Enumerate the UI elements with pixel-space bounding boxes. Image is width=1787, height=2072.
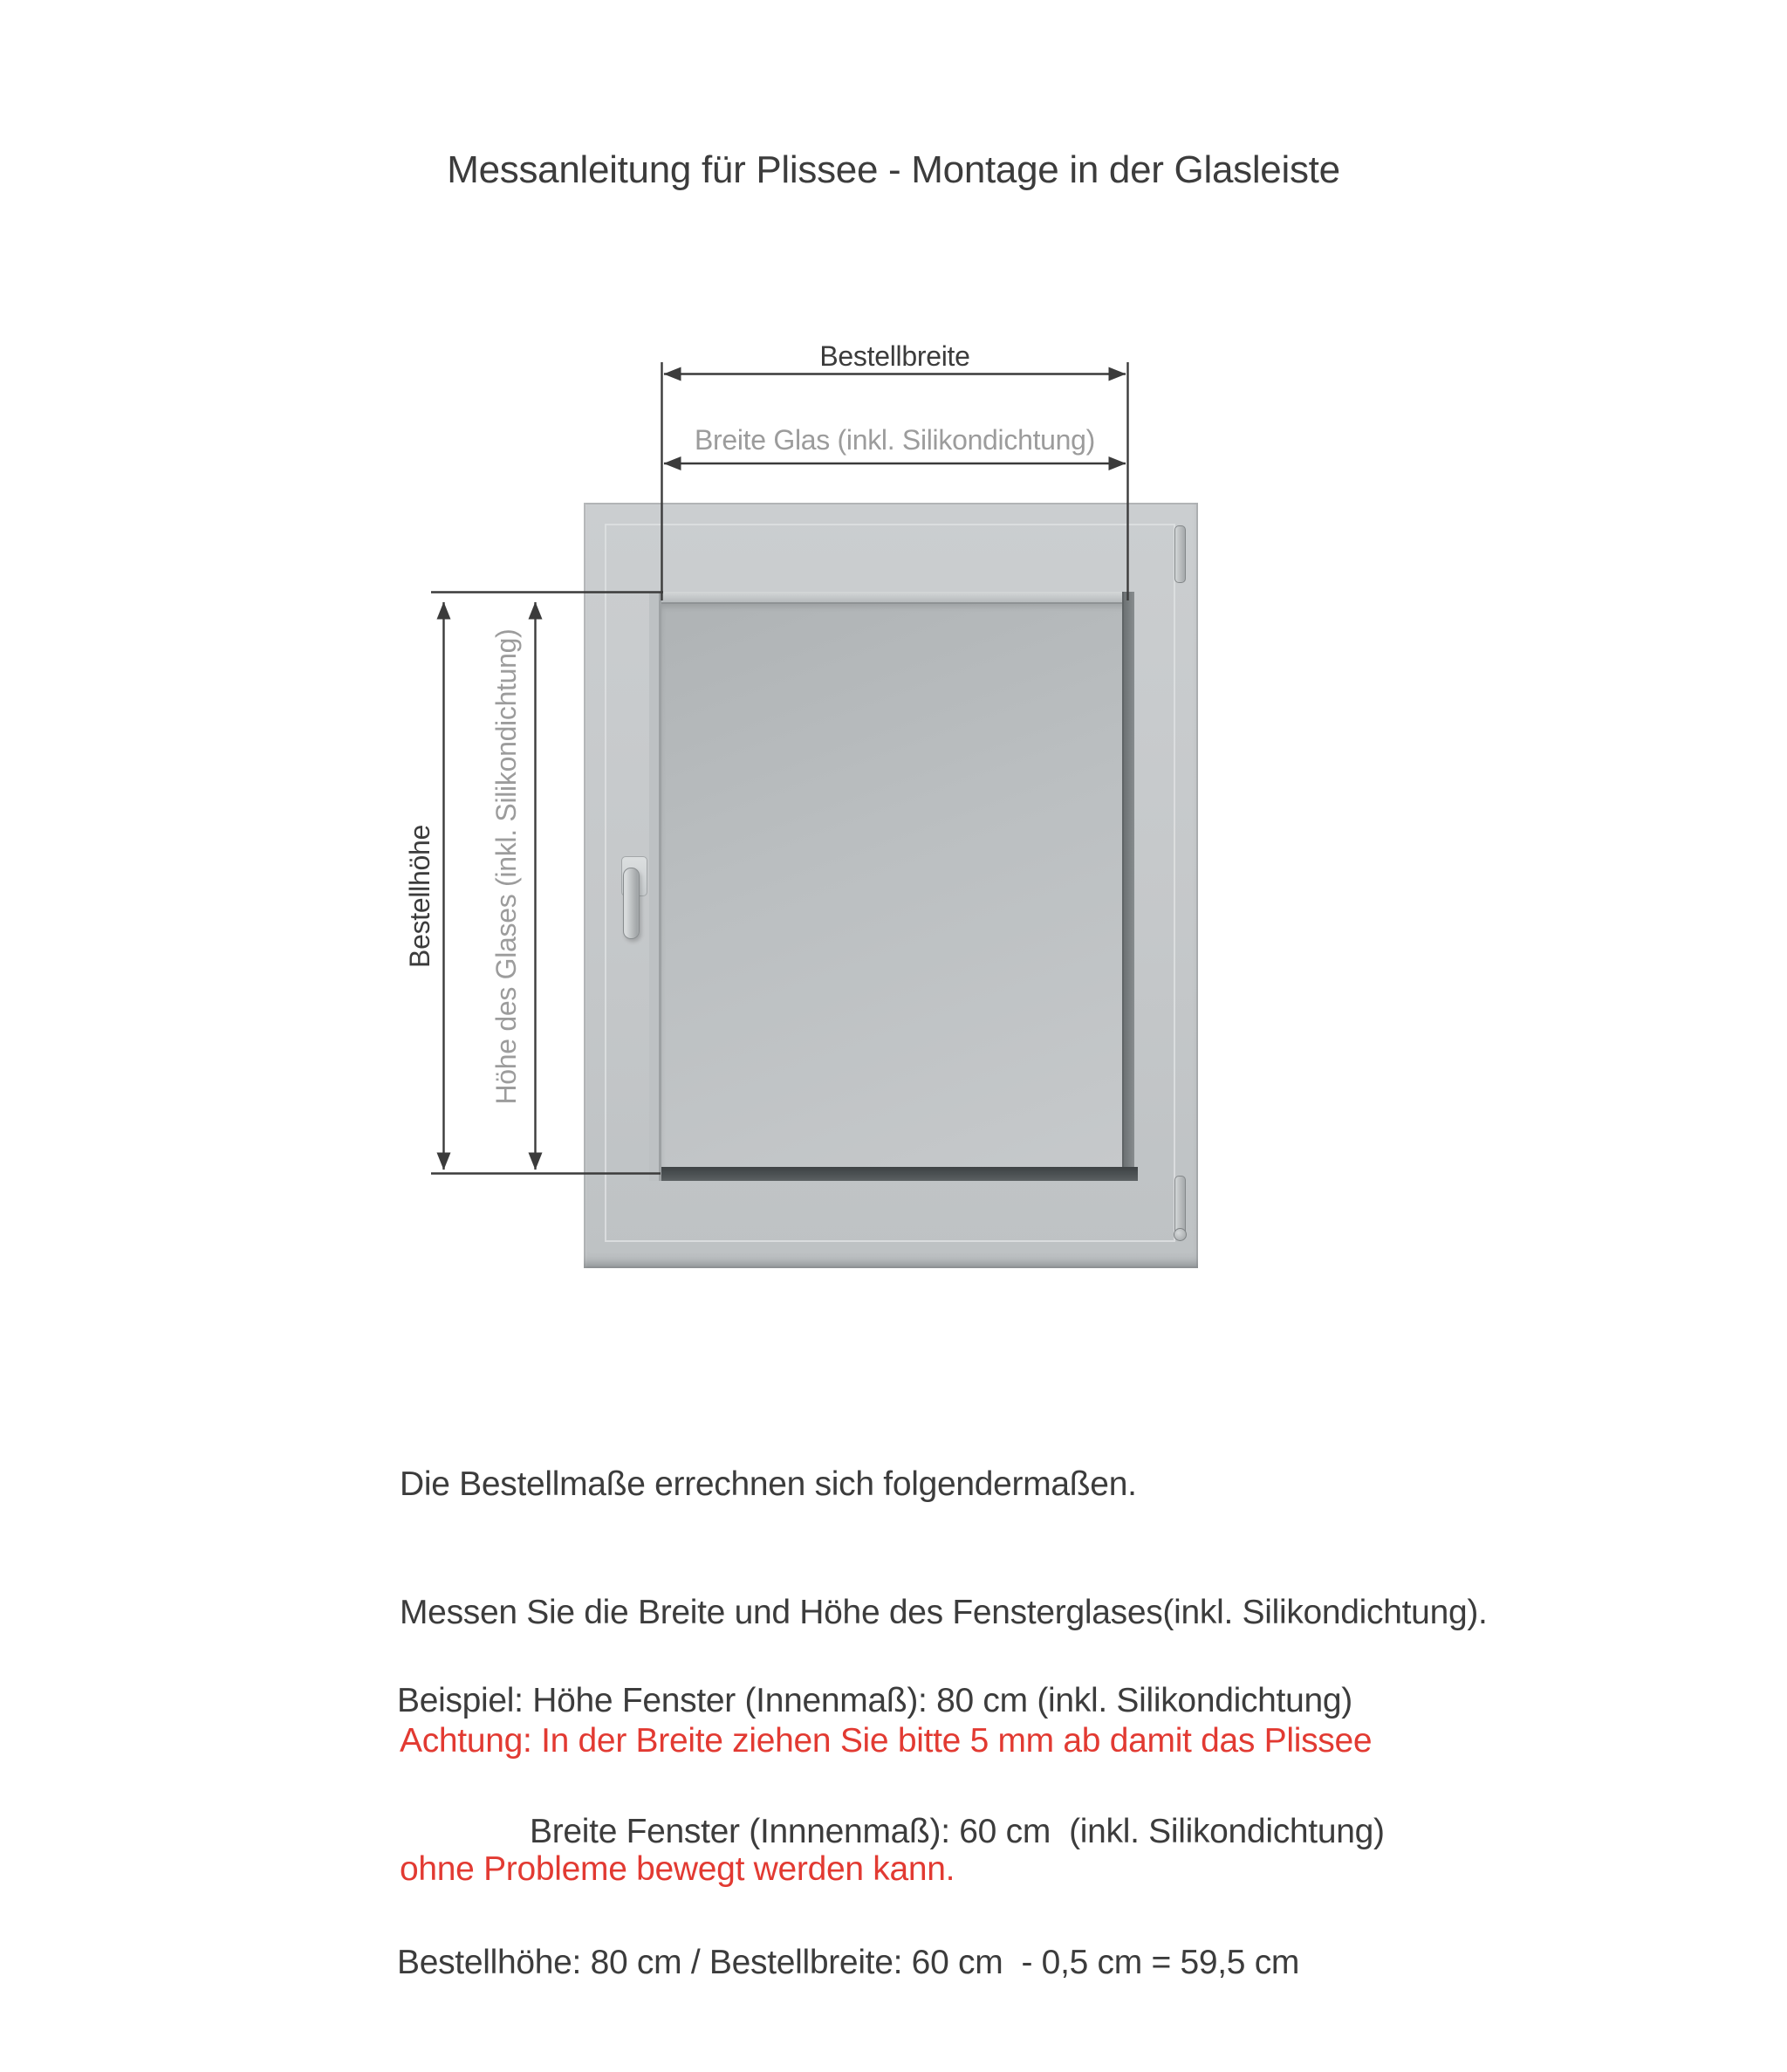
warning-line: ohne Probleme bewegt werden kann. (400, 1850, 955, 1888)
page-title: Messanleitung für Plissee - Montage in der Glasleiste (447, 148, 1340, 191)
glazing-bead-top (661, 592, 1134, 604)
order-height-label: Bestellhöhe (404, 825, 435, 968)
glazing-bead-right (1122, 592, 1134, 1167)
glazing-bead-left (649, 592, 661, 1181)
window-handle (623, 868, 640, 939)
glazing-bead-bottom (661, 1167, 1138, 1181)
hinge-pin (1174, 1228, 1187, 1241)
warning-line: Achtung: In der Breite ziehen Sie bitte 5 mm ab damit das Plissee (400, 1722, 1373, 1760)
instruction-line: Messen Sie die Breite und Höhe des Fensterglases(inkl. Silikondichtung). (400, 1594, 1488, 1631)
hinge-bottom (1174, 1176, 1186, 1237)
window-frame (584, 503, 1198, 1268)
glass-width-label: Breite Glas (inkl. Silikondichtung) (694, 424, 1096, 456)
example-width-line: Breite Fenster (Innnenmaß): 60 cm (inkl. Silikondichtung) (530, 1813, 1385, 1850)
example-height-line: Beispiel: Höhe Fenster (Innenmaß): 80 cm (inkl. Silikondichtung) (397, 1682, 1352, 1719)
glass-height-label: Höhe des Glases (inkl. Silikondichtung) (490, 628, 522, 1105)
window-glass (661, 604, 1134, 1167)
example-block (397, 1592, 1385, 2072)
instruction-line: Die Bestellmaße errechnen sich folgendermaßen. (400, 1465, 1137, 1503)
example-result-line: Bestellhöhe: 80 cm / Bestellbreite: 60 cm - 0,5 cm = 59,5 cm (397, 1944, 1300, 1981)
hinge-top (1174, 525, 1186, 583)
order-width-label: Bestellbreite (819, 340, 970, 372)
